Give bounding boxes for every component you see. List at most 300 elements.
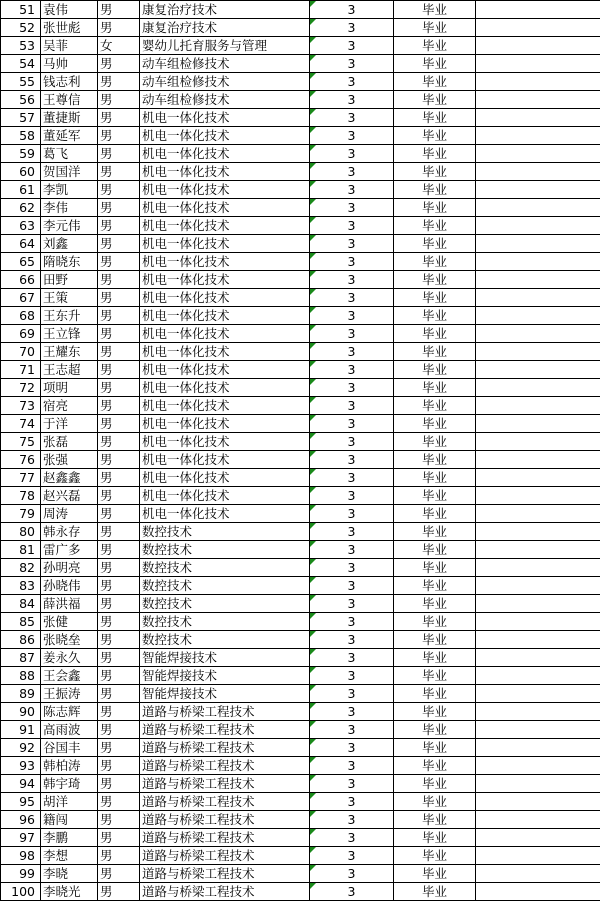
name-cell[interactable]: 张世彪 [41, 19, 98, 37]
gender-cell[interactable]: 男 [98, 415, 140, 433]
name-cell[interactable]: 雷广多 [41, 541, 98, 559]
gender-cell[interactable]: 男 [98, 721, 140, 739]
gender-cell[interactable]: 男 [98, 703, 140, 721]
years-cell[interactable] [310, 739, 394, 757]
gender-cell[interactable]: 男 [98, 127, 140, 145]
note-cell[interactable] [476, 289, 600, 307]
major-cell[interactable]: 智能焊接技术 [140, 649, 310, 667]
status-cell[interactable]: 毕业 [394, 289, 476, 307]
name-cell[interactable]: 李鹏 [41, 829, 98, 847]
years-cell[interactable] [310, 325, 394, 343]
major-cell[interactable]: 机电一体化技术 [140, 343, 310, 361]
major-cell[interactable]: 智能焊接技术 [140, 685, 310, 703]
gender-cell[interactable]: 男 [98, 883, 140, 901]
years-cell[interactable] [310, 19, 394, 37]
status-cell[interactable]: 毕业 [394, 235, 476, 253]
status-cell[interactable]: 毕业 [394, 523, 476, 541]
major-cell[interactable]: 数控技术 [140, 613, 310, 631]
status-cell[interactable]: 毕业 [394, 829, 476, 847]
major-cell[interactable]: 道路与桥梁工程技术 [140, 865, 310, 883]
years-cell[interactable] [310, 343, 394, 361]
note-cell[interactable] [476, 37, 600, 55]
name-cell[interactable]: 项明 [41, 379, 98, 397]
gender-cell[interactable]: 男 [98, 541, 140, 559]
years-cell[interactable] [310, 631, 394, 649]
row-number-cell[interactable]: 69 [1, 325, 41, 343]
years-cell[interactable] [310, 415, 394, 433]
major-cell[interactable]: 机电一体化技术 [140, 487, 310, 505]
gender-cell[interactable]: 男 [98, 109, 140, 127]
note-cell[interactable] [476, 793, 600, 811]
row-number-cell[interactable]: 71 [1, 361, 41, 379]
name-cell[interactable]: 周涛 [41, 505, 98, 523]
note-cell[interactable] [476, 181, 600, 199]
name-cell[interactable]: 于洋 [41, 415, 98, 433]
years-cell[interactable] [310, 649, 394, 667]
name-cell[interactable]: 王尊信 [41, 91, 98, 109]
name-cell[interactable]: 张健 [41, 613, 98, 631]
row-number-cell[interactable]: 67 [1, 289, 41, 307]
major-cell[interactable]: 机电一体化技术 [140, 253, 310, 271]
row-number-cell[interactable]: 85 [1, 613, 41, 631]
note-cell[interactable] [476, 757, 600, 775]
major-cell[interactable]: 动车组检修技术 [140, 91, 310, 109]
gender-cell[interactable]: 女 [98, 37, 140, 55]
note-cell[interactable] [476, 865, 600, 883]
note-cell[interactable] [476, 613, 600, 631]
name-cell[interactable]: 贺国洋 [41, 163, 98, 181]
gender-cell[interactable]: 男 [98, 613, 140, 631]
name-cell[interactable]: 王耀东 [41, 343, 98, 361]
row-number-cell[interactable]: 63 [1, 217, 41, 235]
major-cell[interactable]: 机电一体化技术 [140, 361, 310, 379]
note-cell[interactable] [476, 433, 600, 451]
major-cell[interactable]: 婴幼儿托育服务与管理 [140, 37, 310, 55]
name-cell[interactable]: 张晓垒 [41, 631, 98, 649]
row-number-cell[interactable]: 65 [1, 253, 41, 271]
status-cell[interactable]: 毕业 [394, 73, 476, 91]
years-cell[interactable] [310, 379, 394, 397]
gender-cell[interactable]: 男 [98, 829, 140, 847]
name-cell[interactable]: 吴菲 [41, 37, 98, 55]
gender-cell[interactable]: 男 [98, 325, 140, 343]
note-cell[interactable] [476, 487, 600, 505]
status-cell[interactable]: 毕业 [394, 307, 476, 325]
years-cell[interactable] [310, 685, 394, 703]
name-cell[interactable]: 袁伟 [41, 1, 98, 19]
years-cell[interactable] [310, 253, 394, 271]
gender-cell[interactable]: 男 [98, 865, 140, 883]
name-cell[interactable]: 张强 [41, 451, 98, 469]
major-cell[interactable]: 道路与桥梁工程技术 [140, 703, 310, 721]
status-cell[interactable]: 毕业 [394, 595, 476, 613]
major-cell[interactable]: 机电一体化技术 [140, 289, 310, 307]
note-cell[interactable] [476, 55, 600, 73]
years-cell[interactable] [310, 505, 394, 523]
gender-cell[interactable]: 男 [98, 19, 140, 37]
row-number-cell[interactable]: 58 [1, 127, 41, 145]
note-cell[interactable] [476, 451, 600, 469]
major-cell[interactable]: 机电一体化技术 [140, 181, 310, 199]
major-cell[interactable]: 机电一体化技术 [140, 469, 310, 487]
name-cell[interactable]: 刘鑫 [41, 235, 98, 253]
gender-cell[interactable]: 男 [98, 631, 140, 649]
row-number-cell[interactable]: 96 [1, 811, 41, 829]
status-cell[interactable]: 毕业 [394, 181, 476, 199]
gender-cell[interactable]: 男 [98, 181, 140, 199]
gender-cell[interactable]: 男 [98, 235, 140, 253]
name-cell[interactable]: 赵兴磊 [41, 487, 98, 505]
name-cell[interactable]: 李晓 [41, 865, 98, 883]
years-cell[interactable] [310, 361, 394, 379]
note-cell[interactable] [476, 127, 600, 145]
major-cell[interactable]: 机电一体化技术 [140, 433, 310, 451]
status-cell[interactable]: 毕业 [394, 361, 476, 379]
status-cell[interactable]: 毕业 [394, 145, 476, 163]
major-cell[interactable]: 道路与桥梁工程技术 [140, 847, 310, 865]
row-number-cell[interactable]: 77 [1, 469, 41, 487]
row-number-cell[interactable]: 76 [1, 451, 41, 469]
note-cell[interactable] [476, 145, 600, 163]
row-number-cell[interactable]: 83 [1, 577, 41, 595]
status-cell[interactable]: 毕业 [394, 217, 476, 235]
gender-cell[interactable]: 男 [98, 649, 140, 667]
status-cell[interactable]: 毕业 [394, 325, 476, 343]
row-number-cell[interactable]: 81 [1, 541, 41, 559]
major-cell[interactable]: 机电一体化技术 [140, 235, 310, 253]
years-cell[interactable] [310, 541, 394, 559]
note-cell[interactable] [476, 631, 600, 649]
status-cell[interactable]: 毕业 [394, 487, 476, 505]
status-cell[interactable]: 毕业 [394, 271, 476, 289]
note-cell[interactable] [476, 703, 600, 721]
major-cell[interactable]: 康复治疗技术 [140, 1, 310, 19]
row-number-cell[interactable]: 82 [1, 559, 41, 577]
status-cell[interactable]: 毕业 [394, 793, 476, 811]
name-cell[interactable]: 宿亮 [41, 397, 98, 415]
row-number-cell[interactable]: 79 [1, 505, 41, 523]
name-cell[interactable]: 张磊 [41, 433, 98, 451]
row-number-cell[interactable]: 61 [1, 181, 41, 199]
gender-cell[interactable]: 男 [98, 757, 140, 775]
major-cell[interactable]: 道路与桥梁工程技术 [140, 883, 310, 901]
status-cell[interactable]: 毕业 [394, 199, 476, 217]
major-cell[interactable]: 机电一体化技术 [140, 451, 310, 469]
years-cell[interactable] [310, 793, 394, 811]
row-number-cell[interactable]: 56 [1, 91, 41, 109]
years-cell[interactable] [310, 397, 394, 415]
name-cell[interactable]: 李凯 [41, 181, 98, 199]
note-cell[interactable] [476, 739, 600, 757]
status-cell[interactable]: 毕业 [394, 397, 476, 415]
note-cell[interactable] [476, 253, 600, 271]
status-cell[interactable]: 毕业 [394, 685, 476, 703]
row-number-cell[interactable]: 68 [1, 307, 41, 325]
gender-cell[interactable]: 男 [98, 289, 140, 307]
years-cell[interactable] [310, 487, 394, 505]
years-cell[interactable] [310, 451, 394, 469]
row-number-cell[interactable]: 95 [1, 793, 41, 811]
row-number-cell[interactable]: 74 [1, 415, 41, 433]
row-number-cell[interactable]: 73 [1, 397, 41, 415]
row-number-cell[interactable]: 86 [1, 631, 41, 649]
note-cell[interactable] [476, 307, 600, 325]
note-cell[interactable] [476, 91, 600, 109]
row-number-cell[interactable]: 90 [1, 703, 41, 721]
status-cell[interactable]: 毕业 [394, 343, 476, 361]
status-cell[interactable]: 毕业 [394, 775, 476, 793]
gender-cell[interactable]: 男 [98, 505, 140, 523]
status-cell[interactable]: 毕业 [394, 739, 476, 757]
years-cell[interactable] [310, 577, 394, 595]
name-cell[interactable]: 王立锋 [41, 325, 98, 343]
note-cell[interactable] [476, 595, 600, 613]
major-cell[interactable]: 道路与桥梁工程技术 [140, 739, 310, 757]
name-cell[interactable]: 王志超 [41, 361, 98, 379]
note-cell[interactable] [476, 667, 600, 685]
major-cell[interactable]: 康复治疗技术 [140, 19, 310, 37]
name-cell[interactable]: 李伟 [41, 199, 98, 217]
major-cell[interactable]: 道路与桥梁工程技术 [140, 811, 310, 829]
gender-cell[interactable]: 男 [98, 217, 140, 235]
major-cell[interactable]: 数控技术 [140, 577, 310, 595]
gender-cell[interactable]: 男 [98, 343, 140, 361]
row-number-cell[interactable]: 100 [1, 883, 41, 901]
name-cell[interactable]: 胡洋 [41, 793, 98, 811]
name-cell[interactable]: 姜永久 [41, 649, 98, 667]
row-number-cell[interactable]: 89 [1, 685, 41, 703]
years-cell[interactable] [310, 829, 394, 847]
row-number-cell[interactable]: 57 [1, 109, 41, 127]
major-cell[interactable]: 机电一体化技术 [140, 415, 310, 433]
major-cell[interactable]: 智能焊接技术 [140, 667, 310, 685]
note-cell[interactable] [476, 505, 600, 523]
name-cell[interactable]: 籍闯 [41, 811, 98, 829]
note-cell[interactable] [476, 523, 600, 541]
years-cell[interactable] [310, 613, 394, 631]
years-cell[interactable] [310, 703, 394, 721]
note-cell[interactable] [476, 883, 600, 901]
status-cell[interactable]: 毕业 [394, 703, 476, 721]
name-cell[interactable]: 田野 [41, 271, 98, 289]
major-cell[interactable]: 机电一体化技术 [140, 379, 310, 397]
gender-cell[interactable]: 男 [98, 793, 140, 811]
years-cell[interactable] [310, 37, 394, 55]
gender-cell[interactable]: 男 [98, 433, 140, 451]
major-cell[interactable]: 动车组检修技术 [140, 73, 310, 91]
name-cell[interactable]: 钱志利 [41, 73, 98, 91]
major-cell[interactable]: 数控技术 [140, 631, 310, 649]
name-cell[interactable]: 葛飞 [41, 145, 98, 163]
major-cell[interactable]: 道路与桥梁工程技术 [140, 757, 310, 775]
row-number-cell[interactable]: 51 [1, 1, 41, 19]
row-number-cell[interactable]: 72 [1, 379, 41, 397]
name-cell[interactable]: 王东升 [41, 307, 98, 325]
status-cell[interactable]: 毕业 [394, 757, 476, 775]
note-cell[interactable] [476, 721, 600, 739]
name-cell[interactable]: 李晓光 [41, 883, 98, 901]
note-cell[interactable] [476, 271, 600, 289]
status-cell[interactable]: 毕业 [394, 433, 476, 451]
note-cell[interactable] [476, 325, 600, 343]
name-cell[interactable]: 薛洪福 [41, 595, 98, 613]
gender-cell[interactable]: 男 [98, 523, 140, 541]
note-cell[interactable] [476, 379, 600, 397]
major-cell[interactable]: 机电一体化技术 [140, 199, 310, 217]
name-cell[interactable]: 韩永存 [41, 523, 98, 541]
years-cell[interactable] [310, 163, 394, 181]
gender-cell[interactable]: 男 [98, 487, 140, 505]
status-cell[interactable]: 毕业 [394, 55, 476, 73]
gender-cell[interactable]: 男 [98, 577, 140, 595]
row-number-cell[interactable]: 93 [1, 757, 41, 775]
gender-cell[interactable]: 男 [98, 199, 140, 217]
note-cell[interactable] [476, 109, 600, 127]
status-cell[interactable]: 毕业 [394, 163, 476, 181]
row-number-cell[interactable]: 54 [1, 55, 41, 73]
major-cell[interactable]: 机电一体化技术 [140, 397, 310, 415]
major-cell[interactable]: 机电一体化技术 [140, 127, 310, 145]
gender-cell[interactable]: 男 [98, 685, 140, 703]
note-cell[interactable] [476, 469, 600, 487]
name-cell[interactable]: 韩柏涛 [41, 757, 98, 775]
row-number-cell[interactable]: 84 [1, 595, 41, 613]
years-cell[interactable] [310, 595, 394, 613]
name-cell[interactable]: 马帅 [41, 55, 98, 73]
note-cell[interactable] [476, 361, 600, 379]
gender-cell[interactable]: 男 [98, 667, 140, 685]
note-cell[interactable] [476, 1, 600, 19]
name-cell[interactable]: 韩宇琦 [41, 775, 98, 793]
status-cell[interactable]: 毕业 [394, 577, 476, 595]
years-cell[interactable] [310, 469, 394, 487]
row-number-cell[interactable]: 88 [1, 667, 41, 685]
row-number-cell[interactable]: 70 [1, 343, 41, 361]
row-number-cell[interactable]: 53 [1, 37, 41, 55]
years-cell[interactable] [310, 523, 394, 541]
note-cell[interactable] [476, 415, 600, 433]
note-cell[interactable] [476, 73, 600, 91]
years-cell[interactable] [310, 1, 394, 19]
major-cell[interactable]: 机电一体化技术 [140, 217, 310, 235]
gender-cell[interactable]: 男 [98, 307, 140, 325]
row-number-cell[interactable]: 62 [1, 199, 41, 217]
note-cell[interactable] [476, 829, 600, 847]
status-cell[interactable]: 毕业 [394, 19, 476, 37]
major-cell[interactable]: 机电一体化技术 [140, 163, 310, 181]
status-cell[interactable]: 毕业 [394, 811, 476, 829]
status-cell[interactable]: 毕业 [394, 649, 476, 667]
row-number-cell[interactable]: 92 [1, 739, 41, 757]
major-cell[interactable]: 道路与桥梁工程技术 [140, 721, 310, 739]
years-cell[interactable] [310, 775, 394, 793]
major-cell[interactable]: 机电一体化技术 [140, 307, 310, 325]
status-cell[interactable]: 毕业 [394, 505, 476, 523]
status-cell[interactable]: 毕业 [394, 109, 476, 127]
note-cell[interactable] [476, 847, 600, 865]
gender-cell[interactable]: 男 [98, 379, 140, 397]
years-cell[interactable] [310, 145, 394, 163]
name-cell[interactable]: 李想 [41, 847, 98, 865]
note-cell[interactable] [476, 343, 600, 361]
row-number-cell[interactable]: 91 [1, 721, 41, 739]
years-cell[interactable] [310, 181, 394, 199]
status-cell[interactable]: 毕业 [394, 37, 476, 55]
major-cell[interactable]: 数控技术 [140, 559, 310, 577]
name-cell[interactable]: 赵鑫鑫 [41, 469, 98, 487]
years-cell[interactable] [310, 811, 394, 829]
major-cell[interactable]: 道路与桥梁工程技术 [140, 775, 310, 793]
gender-cell[interactable]: 男 [98, 73, 140, 91]
status-cell[interactable]: 毕业 [394, 1, 476, 19]
note-cell[interactable] [476, 397, 600, 415]
years-cell[interactable] [310, 199, 394, 217]
gender-cell[interactable]: 男 [98, 775, 140, 793]
years-cell[interactable] [310, 271, 394, 289]
years-cell[interactable] [310, 559, 394, 577]
row-number-cell[interactable]: 66 [1, 271, 41, 289]
status-cell[interactable]: 毕业 [394, 541, 476, 559]
major-cell[interactable]: 道路与桥梁工程技术 [140, 793, 310, 811]
row-number-cell[interactable]: 55 [1, 73, 41, 91]
major-cell[interactable]: 道路与桥梁工程技术 [140, 829, 310, 847]
years-cell[interactable] [310, 307, 394, 325]
status-cell[interactable]: 毕业 [394, 631, 476, 649]
status-cell[interactable]: 毕业 [394, 667, 476, 685]
major-cell[interactable]: 机电一体化技术 [140, 325, 310, 343]
status-cell[interactable]: 毕业 [394, 415, 476, 433]
name-cell[interactable]: 王振涛 [41, 685, 98, 703]
years-cell[interactable] [310, 433, 394, 451]
row-number-cell[interactable]: 94 [1, 775, 41, 793]
name-cell[interactable]: 董延军 [41, 127, 98, 145]
major-cell[interactable]: 数控技术 [140, 541, 310, 559]
gender-cell[interactable]: 男 [98, 55, 140, 73]
gender-cell[interactable]: 男 [98, 451, 140, 469]
status-cell[interactable]: 毕业 [394, 559, 476, 577]
row-number-cell[interactable]: 60 [1, 163, 41, 181]
row-number-cell[interactable]: 99 [1, 865, 41, 883]
status-cell[interactable]: 毕业 [394, 865, 476, 883]
gender-cell[interactable]: 男 [98, 271, 140, 289]
years-cell[interactable] [310, 757, 394, 775]
status-cell[interactable]: 毕业 [394, 127, 476, 145]
row-number-cell[interactable]: 97 [1, 829, 41, 847]
major-cell[interactable]: 机电一体化技术 [140, 109, 310, 127]
note-cell[interactable] [476, 649, 600, 667]
years-cell[interactable] [310, 127, 394, 145]
gender-cell[interactable]: 男 [98, 595, 140, 613]
name-cell[interactable]: 孙晓伟 [41, 577, 98, 595]
status-cell[interactable]: 毕业 [394, 721, 476, 739]
gender-cell[interactable]: 男 [98, 163, 140, 181]
years-cell[interactable] [310, 55, 394, 73]
gender-cell[interactable]: 男 [98, 559, 140, 577]
years-cell[interactable] [310, 721, 394, 739]
name-cell[interactable]: 孙明亮 [41, 559, 98, 577]
gender-cell[interactable]: 男 [98, 847, 140, 865]
major-cell[interactable]: 数控技术 [140, 523, 310, 541]
row-number-cell[interactable]: 75 [1, 433, 41, 451]
gender-cell[interactable]: 男 [98, 811, 140, 829]
row-number-cell[interactable]: 80 [1, 523, 41, 541]
status-cell[interactable]: 毕业 [394, 91, 476, 109]
note-cell[interactable] [476, 541, 600, 559]
row-number-cell[interactable]: 98 [1, 847, 41, 865]
years-cell[interactable] [310, 289, 394, 307]
note-cell[interactable] [476, 19, 600, 37]
gender-cell[interactable]: 男 [98, 397, 140, 415]
